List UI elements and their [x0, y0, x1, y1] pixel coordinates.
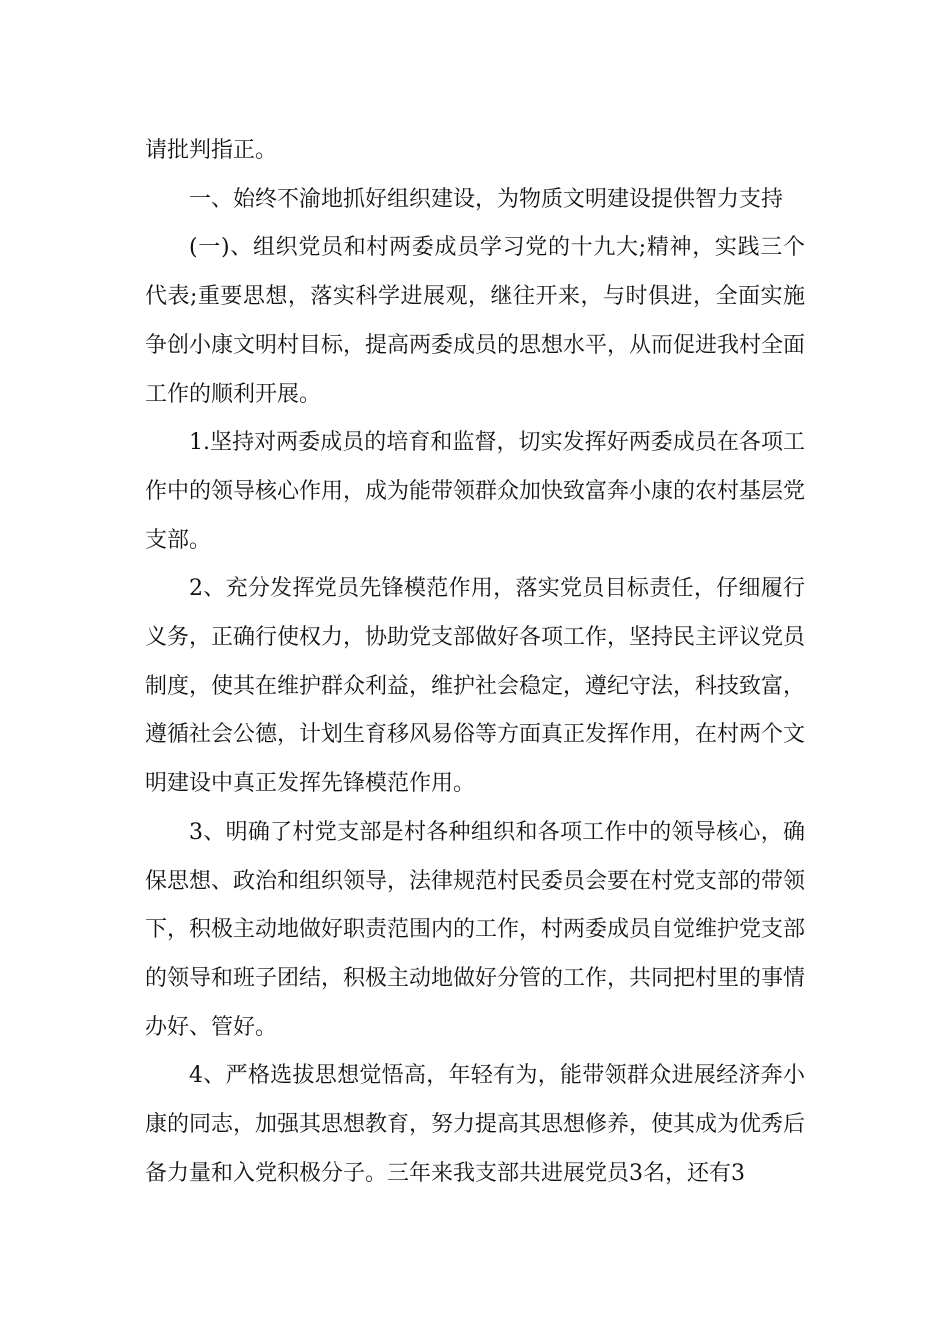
subsection-1: (一)、组织党员和村两委成员学习党的十九大;精神，实践三个代表;重要思想，落实科学进展观，继往开来，与时俱进，全面实施争创小康文明村目标，提高两委成员的思想水平，从而促进我村全面工作的顺利开展。	[145, 235, 806, 407]
section-heading-1: 一、始终不渝地抓好组织建设，为物质文明建设提供智力支持	[189, 186, 784, 212]
paragraph-closing: 请批判指正。	[145, 138, 278, 163]
document-body	[145, 127, 805, 1198]
list-item-4: 4、严格选拔思想觉悟高，年轻有为，能带领群众进展经济奔小康的同志，加强其思想教育，努力提高其思想修养，使其成为优秀后备力量和入党积极分子。三年来我支部共进展党员3名，还有3	[145, 1063, 806, 1186]
list-item-1: 1.坚持对两委成员的培育和监督，切实发挥好两委成员在各项工作中的领导核心作用，成为能带领群众加快致富奔小康的农村基层党支部。	[145, 430, 806, 553]
list-item-2: 2、充分发挥党员先锋模范作用，落实党员目标责任，仔细履行义务，正确行使权力，协助党支部做好各项工作，坚持民主评议党员制度，使其在维护群众利益，维护社会稳定，遵纪守法，科技致富，遵循社会公德，计划生育移风易俗等方面真正发挥作用，在村两个文明建设中真正发挥先锋模范作用。	[145, 576, 806, 797]
list-item-3: 3、明确了村党支部是村各种组织和各项工作中的领导核心，确保思想、政治和组织领导，法律规范村民委员会要在村党支部的带领下，积极主动地做好职责范围内的工作，村两委成员自觉维护党支部的领导和班子团结，积极主动地做好分管的工作，共同把村里的事情办好、管好。	[145, 819, 806, 1040]
